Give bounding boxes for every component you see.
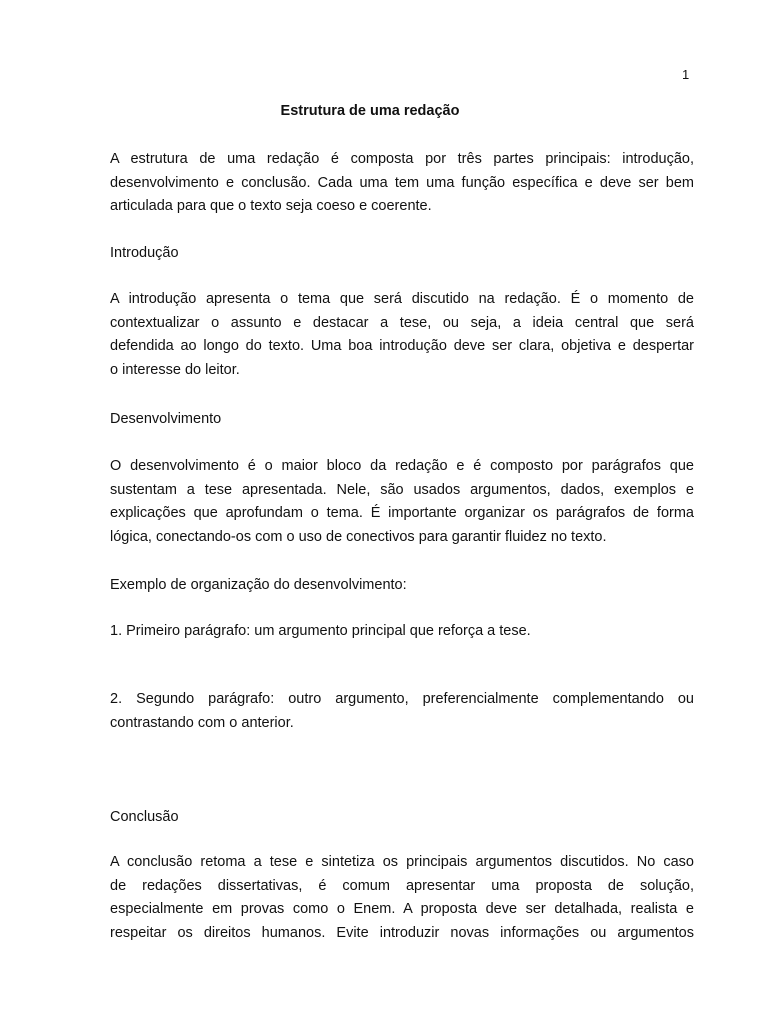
paragraph-line: A introdução apresenta o tema que será discutido na redação. É o momento de — [110, 291, 694, 307]
paragraph-line: explicações que aprofundam o tema. É importante organizar os parágrafos de forma — [110, 505, 694, 522]
paragraph-line: de redações dissertativas, é comum apresentar uma proposta de solução, — [110, 877, 694, 894]
example-heading — [110, 574, 694, 598]
introducao-paragraph — [110, 288, 694, 382]
paragraph-line: 1. Primeiro parágrafo: um argumento principal que reforça a tese. — [110, 623, 531, 639]
desenvolvimento-paragraph — [110, 455, 694, 549]
paragraph-line: A estrutura de uma redação é composta por três partes principais: introdução, — [110, 151, 694, 167]
list-item-1 — [110, 620, 694, 644]
paragraph-line: O desenvolvimento é o maior bloco da redação e é composto por parágrafos que — [110, 458, 694, 474]
paragraph-line: defendida ao longo do texto. Uma boa introdução deve ser clara, objetiva e despertar — [110, 338, 694, 355]
paragraph-line: Exemplo de organização do desenvolvimento: — [110, 577, 407, 593]
list-item-2 — [110, 688, 694, 735]
paragraph-line: lógica, conectando-os com o uso de conectivos para garantir fluidez no texto. — [110, 528, 607, 545]
paragraph-line: respeitar os direitos humanos. Evite introduzir novas informações ou argumentos — [110, 924, 694, 941]
intro-paragraph — [110, 148, 694, 219]
paragraph-line: 2. Segundo parágrafo: outro argumento, preferencialmente complementando ou — [110, 691, 694, 707]
section-heading-conclusao — [110, 806, 694, 830]
section-heading-introducao — [110, 242, 694, 266]
section-heading: Conclusão — [110, 809, 179, 825]
section-heading-desenvolvimento — [110, 408, 694, 432]
paragraph-line: desenvolvimento e conclusão. Cada uma tem uma função específica e deve ser bem — [110, 174, 694, 191]
paragraph-line: especialmente em provas como o Enem. A proposta deve ser detalhada, realista e — [110, 901, 694, 918]
paragraph-line: articulada para que o texto seja coeso e coerente. — [110, 198, 432, 215]
conclusao-paragraph — [110, 851, 694, 945]
page-number: 1 — [682, 67, 690, 82]
paragraph-line: contextualizar o assunto e destacar a tese, ou seja, a ideia central que será — [110, 314, 694, 331]
paragraph-line: o interesse do leitor. — [110, 361, 240, 378]
section-heading: Desenvolvimento — [110, 411, 222, 427]
section-heading: Introdução — [110, 245, 179, 261]
document-title: Estrutura de uma redação — [280, 103, 460, 119]
paragraph-line: sustentam a tese apresentada. Nele, são usados argumentos, dados, exemplos e — [110, 481, 694, 498]
paragraph-line: A conclusão retoma a tese e sintetiza os principais argumentos discutidos. No caso — [110, 854, 694, 870]
paragraph-line: contrastando com o anterior. — [110, 714, 294, 731]
